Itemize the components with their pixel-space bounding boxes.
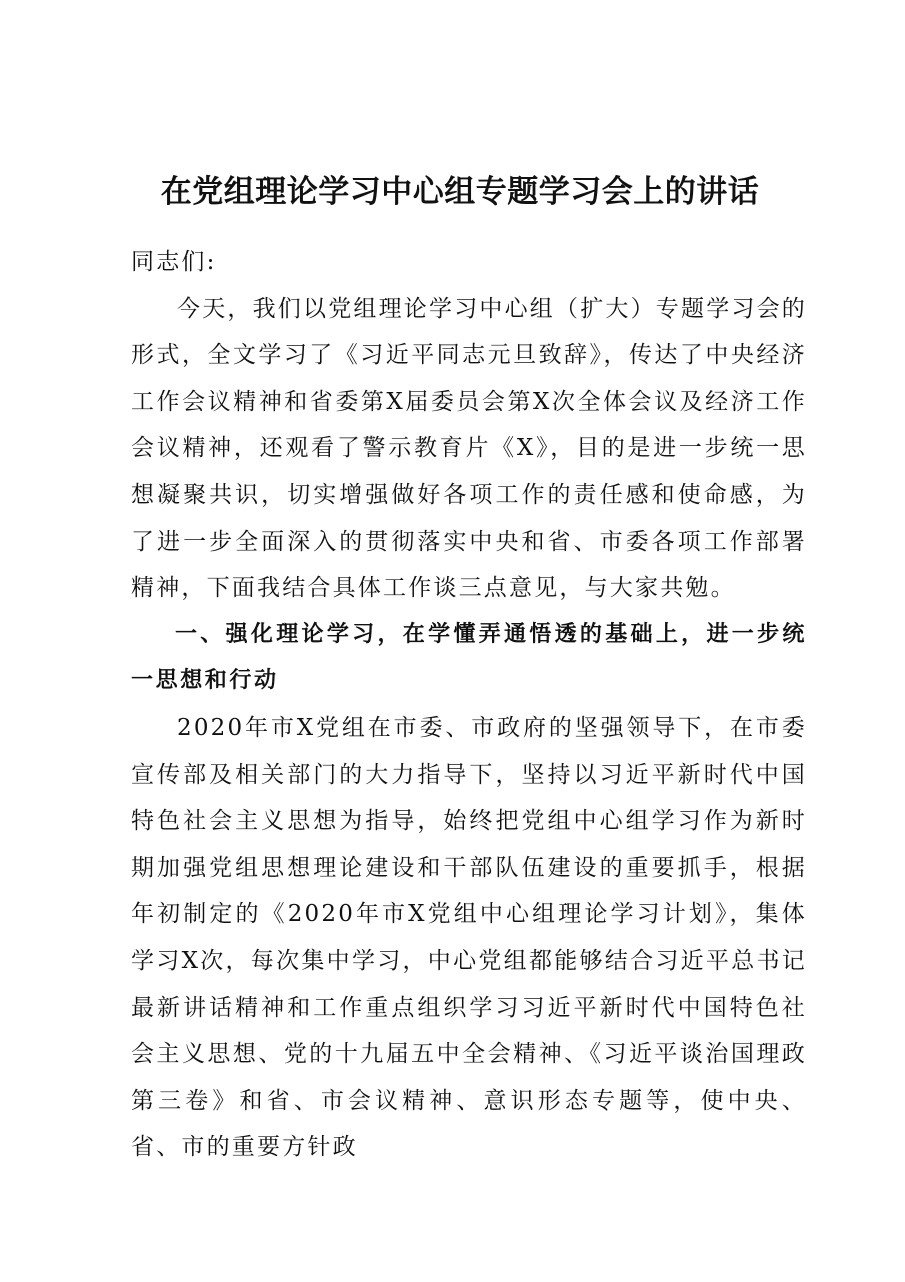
- paragraph-intro: 今天，我们以党组理论学习中心组（扩大）专题学习会的形式，全文学习了《习近平同志元旦致辞》，传达了中央经济工作会议精神和省委第X届委员会第X次全体会议及经济工作会议精神，还观看了警示教育片《X》，目的是进一步统一思想凝聚共识，切实增强做好各项工作的责任感和使命感，为了进一步全面深入的贯彻落实中央和省、市委各项工作部署精神，下面我结合具体工作谈三点意见，与大家共勉。: [131, 295, 807, 602]
- section-heading-1: 一、强化理论学习，在学懂弄通悟透的基础上，进一步统一思想和行动: [131, 621, 807, 694]
- salutation: 同志们:: [131, 249, 217, 275]
- document-title: 在党组理论学习中心组专题学习会上的讲话: [160, 174, 760, 210]
- paragraph-section-1: 2020年市X党组在市委、市政府的坚强领导下，在市委宣传部及相关部门的大力指导下，坚持以习近平新时代中国特色社会主义思想为指导，始终把党组中心组学习作为新时期加强党组思想理论建设和干部队伍建设的重要抓手，根据年初制定的《2020年市X党组中心组理论学习计划》，集体学习X次，每次集中学习，中心党组都能够结合习近平总书记最新讲话精神和工作重点组织学习习近平新时代中国特色社会主义思想、党的十九届五中全会精神、《习近平谈治国理政第三卷》和省、市会议精神、意识形态专题等，使中央、省、市的重要方针政: [131, 714, 807, 1161]
- document-body: [131, 239, 807, 1171]
